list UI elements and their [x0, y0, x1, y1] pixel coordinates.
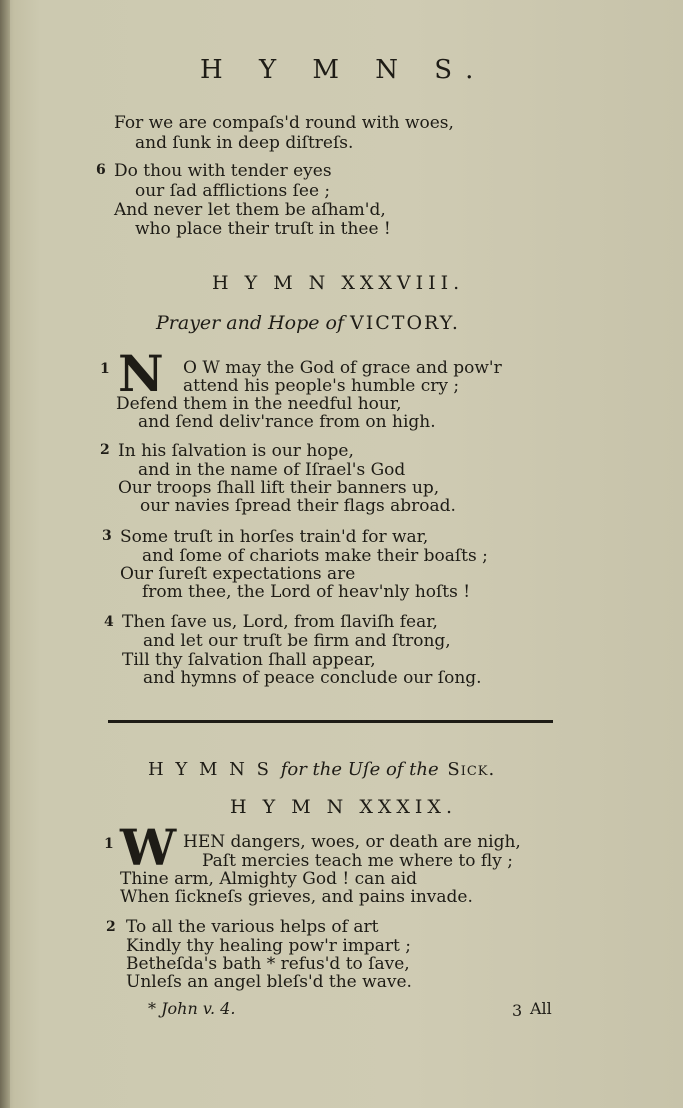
footnote: * John v. 4. — [148, 999, 236, 1018]
verse-line: HEN dangers, woes, or death are nigh, — [183, 832, 521, 852]
verse-line: Defend them in the needful hour, — [116, 394, 402, 414]
verse-line: Thine arm, Almighty God ! can aid — [120, 869, 418, 889]
signature-mark: 3 — [512, 1001, 523, 1020]
section-heading-smallcaps: Sick. — [447, 759, 496, 780]
verse-line: Our troops ſhall lift their banners up, — [118, 478, 440, 498]
verse-line: and ſend deliv'rance from on high. — [138, 412, 436, 432]
drop-cap: W — [120, 818, 177, 877]
verse-line: Paſt mercies teach me where to fly ; — [202, 851, 513, 871]
verse-line: Our ſureſt expectations are — [120, 564, 356, 584]
verse-line: And never let them be aſham'd, — [114, 200, 386, 220]
stanza-number: 6 — [96, 162, 106, 178]
section-heading-italic: for the Uſe of the — [280, 759, 439, 780]
stanza-number: 1 — [104, 836, 114, 852]
verse-line: and ſunk in deep diſtreſs. — [135, 133, 354, 153]
hymn-number-heading: H Y M N XXXVIII. — [212, 272, 465, 294]
verse-line: from thee, the Lord of heav'nly hoſts ! — [142, 582, 471, 602]
section-heading — [148, 760, 495, 780]
stanza-number: 3 — [102, 528, 112, 544]
verse-line: who place their truſt in thee ! — [135, 219, 391, 239]
hymn-title-italic: Prayer and Hope of — [156, 312, 344, 334]
verse-line: and let our truſt be firm and ſtrong, — [143, 631, 451, 651]
hymn-title — [156, 313, 460, 333]
stanza-number: 1 — [100, 361, 110, 377]
verse-line: and hymns of peace conclude our ſong. — [143, 668, 482, 688]
verse-line: To all the various helps of art — [126, 917, 379, 937]
running-head: H Y M N S. — [200, 55, 488, 85]
verse-line: attend his people's humble cry ; — [183, 376, 460, 396]
verse-line: When ſickneſs grieves, and pains invade. — [120, 887, 473, 907]
drop-cap: N — [118, 344, 164, 403]
verse-line: Kindly thy healing pow'r impart ; — [126, 936, 411, 956]
verse-line: For we are compaſs'd round with woes, — [114, 113, 454, 133]
stanza-number: 2 — [106, 919, 116, 935]
verse-line: O W may the God of grace and pow'r — [183, 358, 502, 378]
verse-line: In his ſalvation is our hope, — [118, 441, 354, 461]
verse-line: Then ſave us, Lord, from ſlaviſh fear, — [122, 612, 438, 632]
verse-line: Till thy ſalvation ſhall appear, — [122, 650, 376, 670]
hymn-title-caps: VICTORY. — [350, 312, 460, 334]
stanza-number: 2 — [100, 442, 110, 458]
hymn-number-heading: H Y M N XXXIX. — [230, 796, 458, 818]
stanza-number: 4 — [104, 614, 114, 630]
verse-line: and in the name of Iſrael's God — [138, 460, 406, 480]
section-heading-prefix: H Y M N S — [148, 759, 272, 780]
verse-line: Some truſt in horſes train'd for war, — [120, 527, 429, 547]
verse-line: Do thou with tender eyes — [114, 161, 332, 181]
verse-line: Betheſda's bath * refus'd to ſave, — [126, 954, 410, 974]
verse-line: our navies ſpread their flags abroad. — [140, 496, 456, 516]
verse-line: our ſad afflictions ſee ; — [135, 181, 331, 201]
catchword: All — [530, 999, 552, 1018]
verse-line: Unleſs an angel bleſs'd the wave. — [126, 972, 412, 992]
verse-line: and ſome of chariots make their boaſts ; — [142, 546, 488, 566]
section-divider-rule — [108, 720, 553, 723]
